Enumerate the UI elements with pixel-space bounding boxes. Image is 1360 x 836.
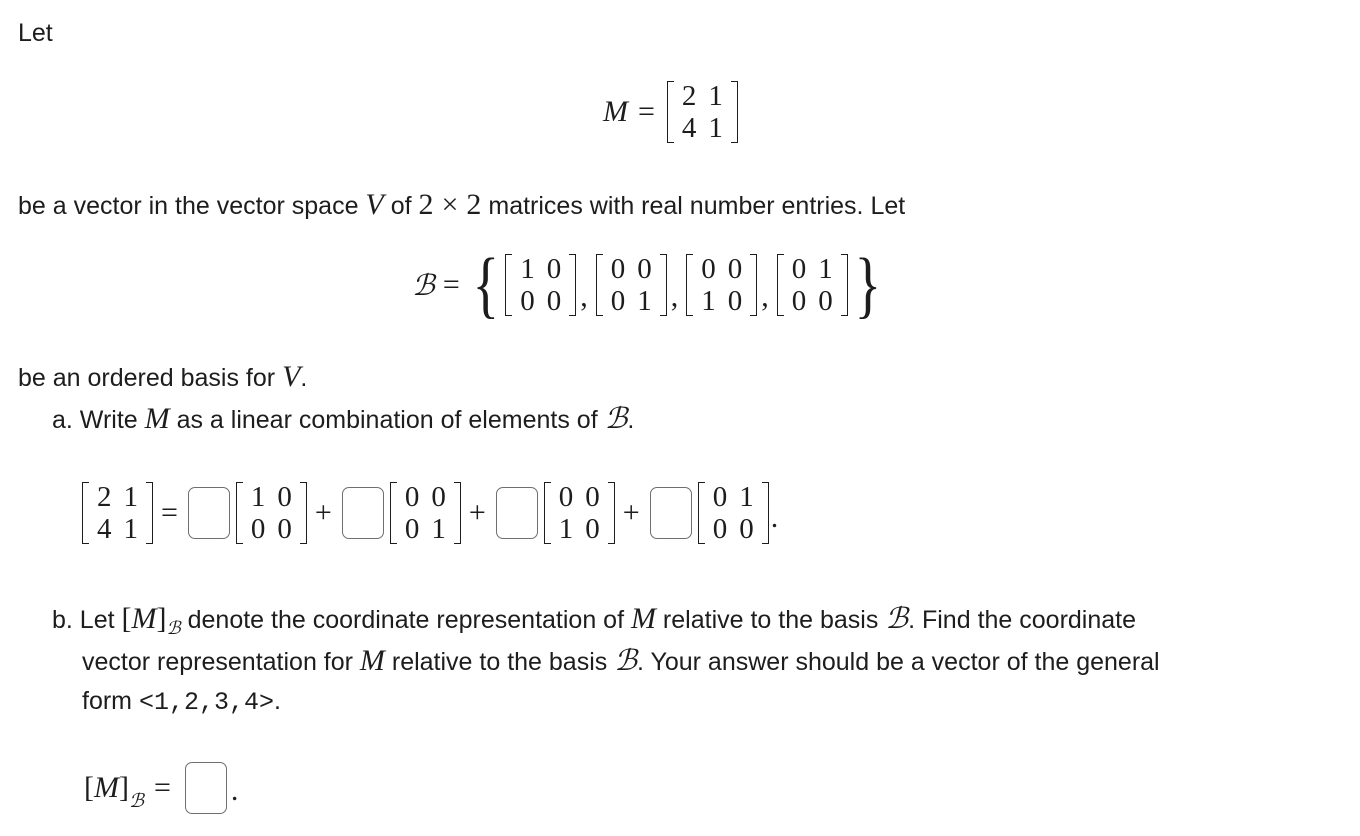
space-sentence-text: be a vector in the vector space (18, 192, 366, 220)
dim-2: 2 (466, 188, 482, 221)
matrix-entry: 4 (97, 513, 112, 545)
basis-sentence (18, 362, 307, 393)
basis-matrix-4 (698, 481, 769, 545)
intro-let: Let (18, 19, 53, 47)
space-sentence-of: of (383, 192, 419, 220)
part-b-B-symbol: ℬ (885, 601, 909, 635)
coefficient-input-3[interactable] (496, 487, 538, 539)
part-b-line-1 (52, 603, 1136, 644)
matrix-entry: 0 (727, 285, 743, 317)
matrix-entry: 0 (637, 253, 652, 285)
matrix-entry: 0 (701, 253, 716, 285)
part-a-suffix: . (627, 406, 635, 434)
part-b-B-symbol: ℬ (614, 643, 638, 677)
part-b-answer (84, 762, 238, 814)
matrix-entry: 0 (546, 253, 562, 285)
part-b-M-symbol: M (131, 602, 157, 635)
comma: , (670, 280, 679, 313)
matrix-entry: 1 (637, 285, 652, 317)
basis-B-symbol: ℬ (412, 268, 435, 302)
part-b-M-symbol: M (630, 602, 656, 635)
matrix-entry: 0 (712, 513, 728, 545)
part-a-middle: as a linear combination of elements of (169, 406, 605, 434)
matrix-entry: 0 (791, 285, 807, 317)
matrix-entry: 0 (546, 285, 562, 317)
basis-matrix-1 (236, 481, 307, 545)
comma: , (761, 280, 769, 313)
matrix-entry: 0 (250, 513, 266, 545)
matrix-entry: 0 (277, 513, 292, 545)
basis-sentence-text: be an ordered basis for (18, 364, 283, 392)
basis-V-symbol: V (282, 360, 301, 393)
plus-sign: + (468, 496, 486, 529)
matrix-entry: 0 (558, 481, 574, 513)
bracket-open: [ (84, 771, 94, 804)
basis-matrix-3 (686, 253, 757, 317)
times-sign: × (441, 188, 459, 221)
matrix-entry: 1 (520, 253, 535, 285)
part-a-prefix: a. Write (52, 406, 145, 434)
period: . (230, 774, 239, 807)
part-b-line-3 (82, 686, 281, 718)
coefficient-input-4[interactable] (650, 487, 692, 539)
equals-sign: = (638, 95, 655, 128)
part-b-M-symbol: M (359, 644, 385, 677)
matrix-entry: 2 (681, 80, 697, 112)
matrix-entry: 1 (708, 80, 723, 112)
part-b-line-2-suffix: . Your answer should be a vector of the general (637, 648, 1160, 676)
bracket-close: ] (119, 771, 129, 804)
coordinate-vector-input[interactable] (185, 762, 227, 814)
equals-sign: = (153, 771, 171, 804)
matrix-entry: 1 (123, 481, 138, 513)
bracket-close: ] (156, 602, 167, 635)
matrix-entry: 0 (610, 253, 626, 285)
part-b-line-3-suffix: . (273, 687, 281, 715)
subscript-B: ℬ (129, 790, 144, 812)
space-sentence-end: matrices with real number entries. Let (481, 192, 906, 220)
vector-definition (603, 80, 740, 144)
equals-sign: = (161, 496, 178, 529)
open-brace: { (472, 244, 499, 326)
answer-M-symbol: M (94, 771, 119, 804)
matrix-entry: 0 (431, 481, 446, 513)
matrix-entry: 4 (681, 112, 697, 144)
coefficient-input-2[interactable] (342, 487, 384, 539)
matrix-entry: 0 (739, 513, 754, 545)
part-b-prefix: b. Let (52, 606, 122, 634)
matrix-entry: 0 (727, 253, 743, 285)
part-a-prompt (52, 403, 634, 435)
equals-sign: = (442, 268, 460, 301)
coefficient-input-1[interactable] (188, 487, 230, 539)
close-brace: } (854, 244, 881, 326)
part-b-line-1-suffix: . Find the coordinate (908, 606, 1137, 634)
part-b-line-2-middle: relative to the basis (384, 648, 615, 676)
part-b-line-2-prefix: vector representation for (82, 648, 360, 676)
matrix-entry: 1 (708, 112, 723, 144)
matrix-M (667, 80, 738, 144)
basis-sentence-end: . (300, 364, 308, 392)
matrix-entry: 0 (712, 481, 728, 513)
part-b-line-2 (82, 645, 1160, 677)
period: . (770, 501, 779, 534)
matrix-entry: 0 (404, 481, 420, 513)
part-a-B-symbol: ℬ (604, 401, 628, 435)
matrix-entry: 0 (610, 285, 626, 317)
lhs-matrix (82, 481, 153, 545)
matrix-entry: 1 (250, 481, 266, 513)
basis-matrix-2 (596, 253, 667, 317)
basis-matrix-1 (505, 253, 576, 317)
vector-M-symbol: M (603, 95, 628, 128)
part-a-M-symbol: M (144, 402, 170, 435)
matrix-entry: 0 (277, 481, 292, 513)
matrix-entry: 0 (585, 481, 600, 513)
matrix-entry: 2 (97, 481, 112, 513)
matrix-entry: 0 (520, 285, 535, 317)
matrix-entry: 1 (701, 285, 716, 317)
bracket-open: [ (121, 602, 132, 635)
matrix-entry: 1 (431, 513, 446, 545)
matrix-entry: 1 (123, 513, 138, 545)
matrix-entry: 0 (791, 253, 807, 285)
matrix-entry: 1 (818, 253, 833, 285)
matrix-entry: 1 (558, 513, 574, 545)
matrix-entry: 1 (739, 481, 754, 513)
matrix-entry: 0 (585, 513, 600, 545)
part-b-line-1-middle: denote the coordinate representation of (180, 606, 631, 634)
plus-sign: + (314, 496, 332, 529)
part-b-line-1-relative: relative to the basis (655, 606, 886, 634)
basis-matrix-2 (390, 481, 461, 545)
matrix-entry: 0 (818, 285, 833, 317)
space-V-symbol: V (365, 188, 384, 221)
basis-definition (412, 244, 885, 326)
space-sentence (18, 190, 905, 221)
plus-sign: + (622, 496, 640, 529)
subscript-B: ℬ (166, 618, 181, 639)
format-example: <1,2,3,4> (138, 688, 274, 717)
matrix-entry: 0 (404, 513, 420, 545)
comma: , (580, 280, 588, 313)
part-a-equation (80, 481, 778, 545)
basis-matrix-4 (777, 253, 848, 317)
dim-1: 2 (418, 188, 434, 221)
part-b-line-3-prefix: form (82, 687, 139, 715)
basis-matrix-3 (544, 481, 615, 545)
